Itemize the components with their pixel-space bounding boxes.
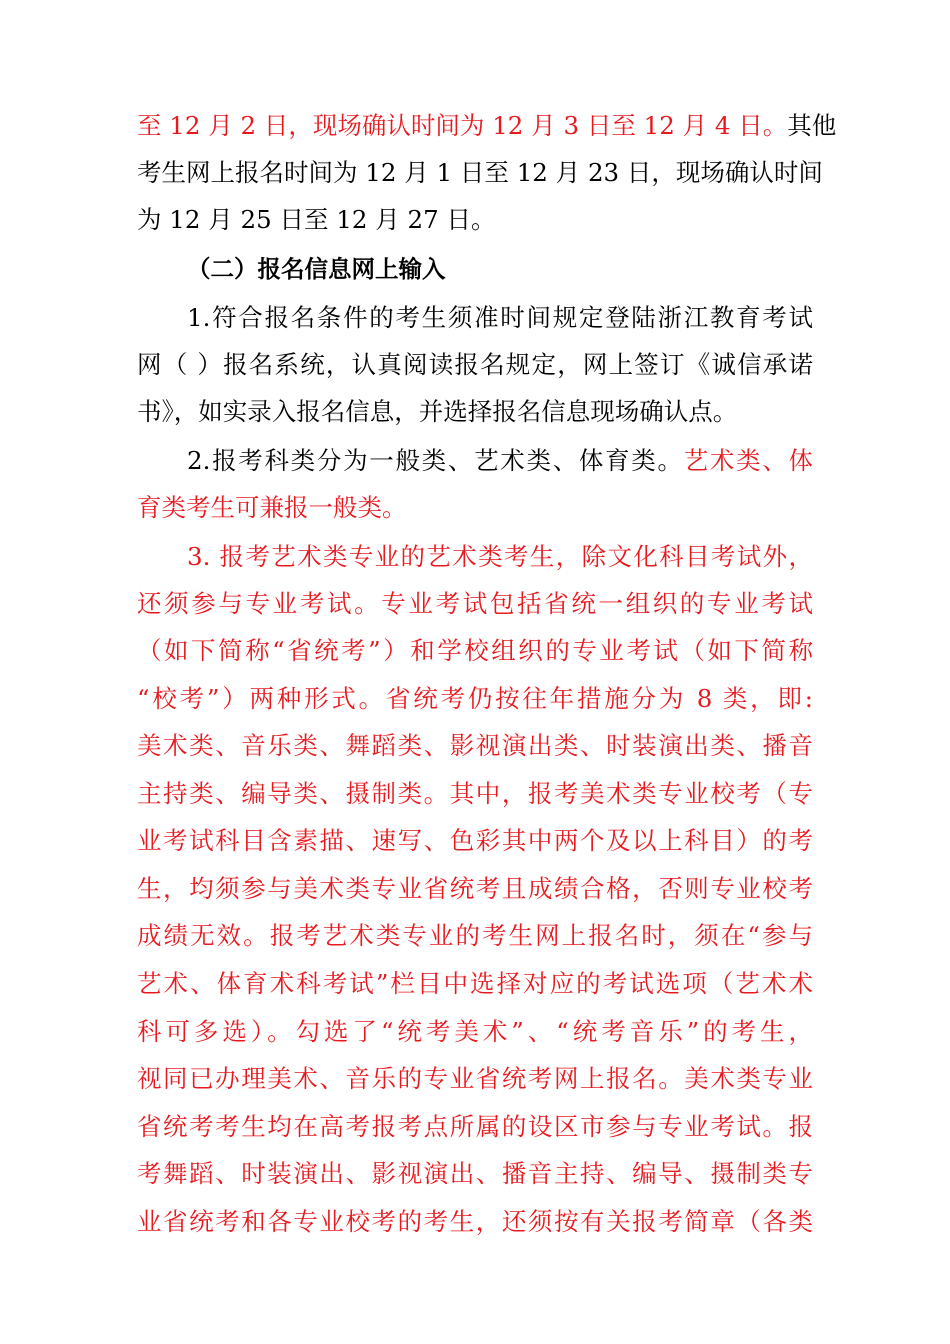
text-line: 1.符合报名条件的考生须准时间规定登陆浙江教育考试 <box>187 303 813 332</box>
text-line: 育类考生可兼报一般类。 <box>137 493 407 522</box>
text-line: 成绩无效。报考艺术类专业的考生网上报名时，须在“参与 <box>137 921 813 950</box>
text-line: “校考”）两种形式。省统考仍按往年措施分为 8 类，即: <box>137 684 813 713</box>
plain-text: 2.报考科类分为一般类、艺术类、体育类。 <box>187 446 684 475</box>
text-line: 主持类、编导类、摄制类。其中，报考美术类专业校考（专 <box>137 779 813 808</box>
text-line: 美术类、音乐类、舞蹈类、影视演出类、时装演出类、播音 <box>137 731 813 760</box>
highlighted-text: 至 12 月 2 日，现场确认时间为 12 月 3 日至 12 月 4 日。 <box>137 111 788 140</box>
text-line: 为 12 月 25 日至 12 月 27 日。 <box>137 205 496 234</box>
text-line: 网（ ）报名系统，认真阅读报名规定，网上签订《诚信承诺 <box>137 350 813 379</box>
section-heading: （二）报名信息网上输入 <box>187 255 446 283</box>
highlighted-text: 艺术类、体 <box>683 446 814 475</box>
text-line: （如下简称“省统考”）和学校组织的专业考试（如下简称 <box>137 636 813 665</box>
text-line <box>187 437 813 485</box>
text-line: 省统考考生均在高考报考点所属的设区市参与专业考试。报 <box>137 1112 813 1141</box>
plain-text: 其他 <box>787 111 837 140</box>
text-line: 考生网上报名时间为 12 月 1 日至 12 月 23 日，现场确认时间 <box>137 158 823 187</box>
text-line <box>137 102 837 150</box>
text-line: 视同已办理美术、音乐的专业省统考网上报名。美术类专业 <box>137 1064 813 1093</box>
text-line: 业省统考和各专业校考的考生，还须按有关报考简章（各类 <box>137 1207 813 1236</box>
text-line: 艺术、体育术科考试”栏目中选择对应的考试选项（艺术术 <box>137 969 813 998</box>
text-line: 业考试科目含素描、速写、色彩其中两个及以上科目）的考 <box>137 826 813 855</box>
text-line: 书》，如实录入报名信息，并选择报名信息现场确认点。 <box>137 397 738 426</box>
text-line: 考舞蹈、时装演出、影视演出、播音主持、编导、摄制类专 <box>137 1159 813 1188</box>
text-line: 3. 报考艺术类专业的艺术类考生，除文化科目考试外， <box>187 542 813 571</box>
text-line: 生，均须参与美术类专业省统考且成绩合格，否则专业校考 <box>137 874 813 903</box>
text-line: 还须参与专业考试。专业考试包括省统一组织的专业考试 <box>137 589 813 618</box>
text-line: 科可多选）。勾选了“统考美术”、“统考音乐”的考生， <box>137 1017 813 1046</box>
